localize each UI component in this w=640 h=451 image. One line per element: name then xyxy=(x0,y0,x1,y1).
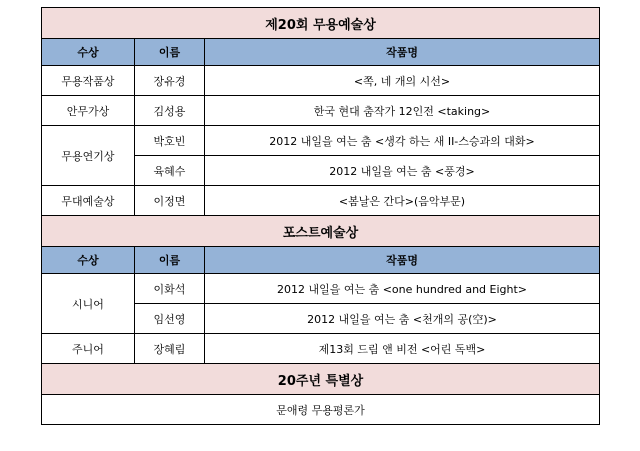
name-cell: 임선영 xyxy=(135,304,205,334)
award-cell: 무용작품상 xyxy=(42,66,135,96)
award-cell: 주니어 xyxy=(42,334,135,364)
name-cell: 이화석 xyxy=(135,274,205,304)
header-work: 작품명 xyxy=(205,247,600,274)
work-cell: <봄날은 간다>(음악부문) xyxy=(205,186,600,216)
section-title: 포스트예술상 xyxy=(42,216,600,247)
section-title-row xyxy=(42,364,600,395)
table-row xyxy=(42,126,600,156)
table-row xyxy=(42,96,600,126)
table-row xyxy=(42,395,600,425)
header-row xyxy=(42,247,600,274)
name-cell: 김성용 xyxy=(135,96,205,126)
header-award: 수상 xyxy=(42,247,135,274)
work-cell: <쪽, 네 개의 시선> xyxy=(205,66,600,96)
work-cell: 한국 현대 춤작가 12인전 <taking> xyxy=(205,96,600,126)
section-title-row xyxy=(42,216,600,247)
award-cell: 시니어 xyxy=(42,274,135,334)
header-name: 이름 xyxy=(135,247,205,274)
name-cell: 장혜림 xyxy=(135,334,205,364)
work-cell: 2012 내일을 여는 춤 <천개의 공(空)> xyxy=(205,304,600,334)
name-cell: 이정면 xyxy=(135,186,205,216)
awards-table xyxy=(41,7,600,425)
award-cell: 무대예술상 xyxy=(42,186,135,216)
header-row xyxy=(42,39,600,66)
work-cell: 2012 내일을 여는 춤 <풍경> xyxy=(205,156,600,186)
header-work: 작품명 xyxy=(205,39,600,66)
award-cell: 무용연기상 xyxy=(42,126,135,186)
work-cell: 제13회 드림 앤 비전 <어린 독백> xyxy=(205,334,600,364)
section-title-row xyxy=(42,8,600,39)
table-row xyxy=(42,334,600,364)
special-recipient-cell: 문애령 무용평론가 xyxy=(42,395,600,425)
header-award: 수상 xyxy=(42,39,135,66)
table-row xyxy=(42,186,600,216)
table-row xyxy=(42,274,600,304)
name-cell: 박호빈 xyxy=(135,126,205,156)
name-cell: 육혜수 xyxy=(135,156,205,186)
section-title: 제20회 무용예술상 xyxy=(42,8,600,39)
header-name: 이름 xyxy=(135,39,205,66)
table-row xyxy=(42,66,600,96)
name-cell: 장유경 xyxy=(135,66,205,96)
work-cell: 2012 내일을 여는 춤 <one hundred and Eight> xyxy=(205,274,600,304)
section-title: 20주년 특별상 xyxy=(42,364,600,395)
award-cell: 안무가상 xyxy=(42,96,135,126)
work-cell: 2012 내일을 여는 춤 <생각 하는 새 II-스승과의 대화> xyxy=(205,126,600,156)
